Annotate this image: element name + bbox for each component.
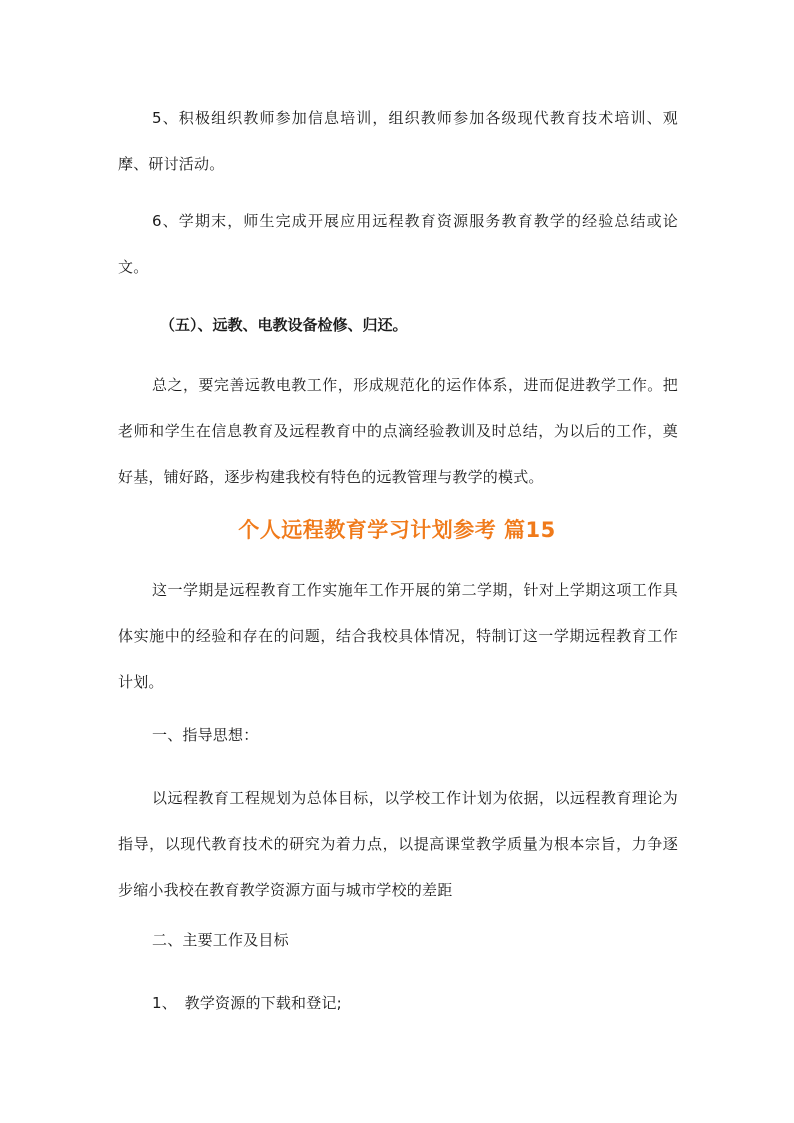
item-6-paragraph: 6、学期末，师生完成开展应用远程教育资源服务教育教学的经验总结或论文。 — [118, 212, 678, 276]
summary-paragraph: 总之，要完善远教电教工作，形成规范化的运作体系，进而促进教学工作。把老师和学生在信息教育及远程教育中的点滴经验教训及时总结，为以后的工作，奠好基，铺好路，逐步构建我校有特色的远教管理与教学的模式。 — [118, 376, 678, 486]
guiding-paragraph: 以远程教育工程规划为总体目标，以学校工作计划为依据，以远程教育理论为指导，以现代教育技术的研究为着力点，以提高课堂教学质量为根本宗旨，力争逐步缩小我校在教育教学资源方面与城市学校的差距 — [118, 789, 678, 899]
task-1-item: 1、 教学资源的下载和登记; — [152, 994, 342, 1012]
section-title: 个人远程教育学习计划参考 篇15 — [238, 518, 556, 542]
section-5-heading: （五）、远教、电教设备检修、归还。 — [160, 316, 408, 334]
item-5-paragraph: 5、积极组织教师参加信息培训，组织教师参加各级现代教育技术培训、观摩、研讨活动。 — [118, 109, 678, 173]
main-tasks-heading: 二、主要工作及目标 — [152, 931, 289, 949]
guiding-heading: 一、指导思想： — [152, 726, 259, 744]
intro-paragraph: 这一学期是远程教育工作实施年工作开展的第二学期，针对上学期这项工作具体实施中的经验和存在的问题，结合我校具体情况，特制订这一学期远程教育工作计划。 — [118, 581, 678, 691]
